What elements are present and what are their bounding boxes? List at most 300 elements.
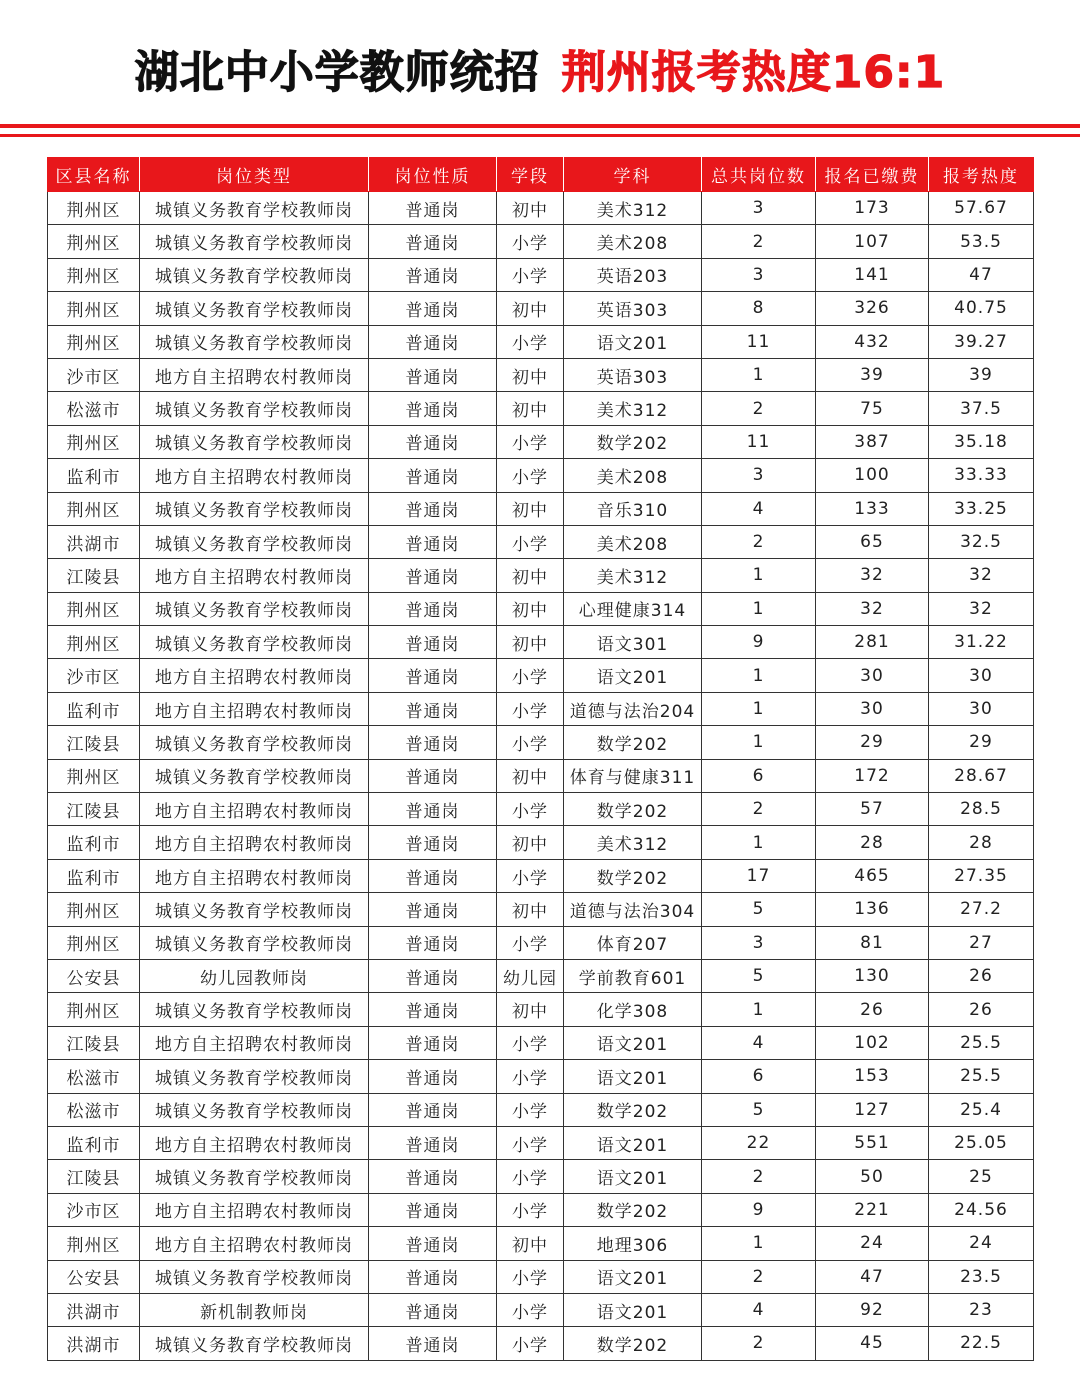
paid-applicants-cell: 28	[816, 826, 929, 859]
district-cell: 荆州区	[48, 192, 140, 225]
district-cell: 沙市区	[48, 659, 140, 692]
post-type-cell: 新机制教师岗	[140, 1293, 369, 1326]
total-posts-cell: 2	[702, 1160, 816, 1193]
heat-ratio-cell: 30	[929, 659, 1034, 692]
stage-cell: 小学	[497, 1260, 564, 1293]
paid-applicants-cell: 75	[816, 392, 929, 425]
table-row	[48, 559, 1034, 592]
subject-cell: 数学202	[564, 793, 702, 826]
table-row	[48, 1026, 1034, 1059]
district-cell: 荆州区	[48, 492, 140, 525]
stage-cell: 小学	[497, 1160, 564, 1193]
col-header-total-posts: 总共岗位数	[702, 158, 816, 192]
table-row	[48, 392, 1034, 425]
heat-ratio-cell: 35.18	[929, 425, 1034, 458]
post-nature-cell: 普通岗	[369, 959, 497, 992]
stage-cell: 初中	[497, 759, 564, 792]
heat-ratio-cell: 32	[929, 559, 1034, 592]
post-type-cell: 地方自主招聘农村教师岗	[140, 826, 369, 859]
total-posts-cell: 5	[702, 1093, 816, 1126]
paid-applicants-cell: 100	[816, 459, 929, 492]
paid-applicants-cell: 387	[816, 425, 929, 458]
paid-applicants-cell: 551	[816, 1126, 929, 1159]
paid-applicants-cell: 141	[816, 258, 929, 291]
post-type-cell: 地方自主招聘农村教师岗	[140, 692, 369, 725]
stage-cell: 小学	[497, 859, 564, 892]
table-row	[48, 759, 1034, 792]
post-nature-cell: 普通岗	[369, 692, 497, 725]
table-row	[48, 959, 1034, 992]
subject-cell: 音乐310	[564, 492, 702, 525]
heat-ratio-cell: 31.22	[929, 626, 1034, 659]
subject-cell: 美术208	[564, 225, 702, 258]
stage-cell: 小学	[497, 1060, 564, 1093]
post-nature-cell: 普通岗	[369, 793, 497, 826]
table-row	[48, 659, 1034, 692]
table-row	[48, 1193, 1034, 1226]
post-type-cell: 地方自主招聘农村教师岗	[140, 1126, 369, 1159]
district-cell: 江陵县	[48, 559, 140, 592]
post-type-cell: 地方自主招聘农村教师岗	[140, 1193, 369, 1226]
post-type-cell: 城镇义务教育学校教师岗	[140, 525, 369, 558]
paid-applicants-cell: 47	[816, 1260, 929, 1293]
stage-cell: 小学	[497, 525, 564, 558]
stage-cell: 小学	[497, 459, 564, 492]
district-cell: 江陵县	[48, 1026, 140, 1059]
post-type-cell: 城镇义务教育学校教师岗	[140, 392, 369, 425]
table-body	[48, 192, 1034, 1361]
district-cell: 监利市	[48, 826, 140, 859]
paid-applicants-cell: 281	[816, 626, 929, 659]
total-posts-cell: 8	[702, 292, 816, 325]
col-header-heat-ratio: 报考热度	[929, 158, 1034, 192]
post-type-cell: 地方自主招聘农村教师岗	[140, 659, 369, 692]
paid-applicants-cell: 136	[816, 893, 929, 926]
total-posts-cell: 1	[702, 592, 816, 625]
post-type-cell: 城镇义务教育学校教师岗	[140, 592, 369, 625]
table-row	[48, 626, 1034, 659]
post-nature-cell: 普通岗	[369, 258, 497, 291]
paid-applicants-cell: 326	[816, 292, 929, 325]
total-posts-cell: 5	[702, 959, 816, 992]
district-cell: 松滋市	[48, 392, 140, 425]
total-posts-cell: 1	[702, 726, 816, 759]
title-highlight: 荆州报考热度16:1	[561, 47, 946, 98]
heat-ratio-cell: 32.5	[929, 525, 1034, 558]
table-row	[48, 592, 1034, 625]
subject-cell: 地理306	[564, 1227, 702, 1260]
post-nature-cell: 普通岗	[369, 1126, 497, 1159]
table-row	[48, 1260, 1034, 1293]
post-nature-cell: 普通岗	[369, 592, 497, 625]
post-type-cell: 城镇义务教育学校教师岗	[140, 726, 369, 759]
header-divider-bottom	[0, 134, 1080, 137]
post-nature-cell: 普通岗	[369, 726, 497, 759]
stage-cell: 小学	[497, 793, 564, 826]
heat-ratio-cell: 28.5	[929, 793, 1034, 826]
heat-ratio-cell: 22.5	[929, 1327, 1034, 1360]
total-posts-cell: 4	[702, 1293, 816, 1326]
table-row	[48, 192, 1034, 225]
post-nature-cell: 普通岗	[369, 1160, 497, 1193]
page-title	[0, 36, 1080, 106]
subject-cell: 美术312	[564, 392, 702, 425]
post-nature-cell: 普通岗	[369, 392, 497, 425]
total-posts-cell: 2	[702, 525, 816, 558]
paid-applicants-cell: 130	[816, 959, 929, 992]
subject-cell: 语文201	[564, 1060, 702, 1093]
stage-cell: 初中	[497, 559, 564, 592]
heat-ratio-cell: 25.05	[929, 1126, 1034, 1159]
subject-cell: 美术208	[564, 459, 702, 492]
district-cell: 监利市	[48, 459, 140, 492]
paid-applicants-cell: 432	[816, 325, 929, 358]
stage-cell: 小学	[497, 258, 564, 291]
col-header-post-nature: 岗位性质	[369, 158, 497, 192]
heat-ratio-cell: 29	[929, 726, 1034, 759]
subject-cell: 数学202	[564, 1093, 702, 1126]
total-posts-cell: 6	[702, 1060, 816, 1093]
post-nature-cell: 普通岗	[369, 1026, 497, 1059]
district-cell: 洪湖市	[48, 525, 140, 558]
table-row	[48, 692, 1034, 725]
post-nature-cell: 普通岗	[369, 859, 497, 892]
subject-cell: 数学202	[564, 859, 702, 892]
district-cell: 沙市区	[48, 358, 140, 391]
total-posts-cell: 9	[702, 1193, 816, 1226]
total-posts-cell: 6	[702, 759, 816, 792]
table-row	[48, 425, 1034, 458]
post-type-cell: 地方自主招聘农村教师岗	[140, 459, 369, 492]
post-nature-cell: 普通岗	[369, 659, 497, 692]
heat-ratio-cell: 30	[929, 692, 1034, 725]
table-row	[48, 1160, 1034, 1193]
subject-cell: 语文301	[564, 626, 702, 659]
table-row	[48, 459, 1034, 492]
district-cell: 江陵县	[48, 1160, 140, 1193]
subject-cell: 道德与法治304	[564, 893, 702, 926]
heat-ratio-cell: 33.33	[929, 459, 1034, 492]
heat-ratio-cell: 27	[929, 926, 1034, 959]
paid-applicants-cell: 39	[816, 358, 929, 391]
stage-cell: 小学	[497, 692, 564, 725]
table-row	[48, 525, 1034, 558]
paid-applicants-cell: 57	[816, 793, 929, 826]
stage-cell: 初中	[497, 292, 564, 325]
post-nature-cell: 普通岗	[369, 559, 497, 592]
table-row	[48, 1126, 1034, 1159]
post-nature-cell: 普通岗	[369, 425, 497, 458]
table-row	[48, 1060, 1034, 1093]
heat-ratio-cell: 27.35	[929, 859, 1034, 892]
subject-cell: 道德与法治204	[564, 692, 702, 725]
subject-cell: 体育207	[564, 926, 702, 959]
post-type-cell: 城镇义务教育学校教师岗	[140, 1060, 369, 1093]
table-row	[48, 993, 1034, 1026]
total-posts-cell: 2	[702, 1327, 816, 1360]
heat-ratio-cell: 24	[929, 1227, 1034, 1260]
district-cell: 荆州区	[48, 592, 140, 625]
total-posts-cell: 11	[702, 325, 816, 358]
post-nature-cell: 普通岗	[369, 826, 497, 859]
post-nature-cell: 普通岗	[369, 1260, 497, 1293]
heat-ratio-cell: 33.25	[929, 492, 1034, 525]
district-cell: 荆州区	[48, 1227, 140, 1260]
heat-ratio-cell: 25.4	[929, 1093, 1034, 1126]
stage-cell: 小学	[497, 926, 564, 959]
subject-cell: 语文201	[564, 1260, 702, 1293]
subject-cell: 美术312	[564, 192, 702, 225]
post-type-cell: 城镇义务教育学校教师岗	[140, 1093, 369, 1126]
paid-applicants-cell: 50	[816, 1160, 929, 1193]
subject-cell: 美术312	[564, 826, 702, 859]
total-posts-cell: 2	[702, 225, 816, 258]
col-header-post-type: 岗位类型	[140, 158, 369, 192]
stage-cell: 小学	[497, 1327, 564, 1360]
table-header-row	[48, 158, 1034, 192]
subject-cell: 英语203	[564, 258, 702, 291]
post-type-cell: 城镇义务教育学校教师岗	[140, 1260, 369, 1293]
table-row	[48, 492, 1034, 525]
subject-cell: 数学202	[564, 1327, 702, 1360]
subject-cell: 数学202	[564, 425, 702, 458]
total-posts-cell: 3	[702, 926, 816, 959]
paid-applicants-cell: 221	[816, 1193, 929, 1226]
district-cell: 松滋市	[48, 1093, 140, 1126]
post-type-cell: 地方自主招聘农村教师岗	[140, 1227, 369, 1260]
col-header-paid-applicants: 报名已缴费	[816, 158, 929, 192]
stage-cell: 初中	[497, 592, 564, 625]
stage-cell: 小学	[497, 1126, 564, 1159]
district-cell: 沙市区	[48, 1193, 140, 1226]
stage-cell: 小学	[497, 1293, 564, 1326]
table-row	[48, 793, 1034, 826]
stage-cell: 初中	[497, 392, 564, 425]
table-row	[48, 225, 1034, 258]
district-cell: 松滋市	[48, 1060, 140, 1093]
col-header-stage: 学段	[497, 158, 564, 192]
table-row	[48, 826, 1034, 859]
stage-cell: 初中	[497, 1227, 564, 1260]
stage-cell: 幼儿园	[497, 959, 564, 992]
heat-ratio-cell: 26	[929, 959, 1034, 992]
heat-ratio-cell: 23	[929, 1293, 1034, 1326]
stage-cell: 小学	[497, 1093, 564, 1126]
total-posts-cell: 17	[702, 859, 816, 892]
district-cell: 荆州区	[48, 325, 140, 358]
total-posts-cell: 1	[702, 826, 816, 859]
district-cell: 荆州区	[48, 626, 140, 659]
post-type-cell: 城镇义务教育学校教师岗	[140, 258, 369, 291]
paid-applicants-cell: 81	[816, 926, 929, 959]
district-cell: 荆州区	[48, 292, 140, 325]
post-type-cell: 城镇义务教育学校教师岗	[140, 1327, 369, 1360]
post-nature-cell: 普通岗	[369, 358, 497, 391]
subject-cell: 语文201	[564, 1126, 702, 1159]
heat-ratio-cell: 28	[929, 826, 1034, 859]
post-type-cell: 地方自主招聘农村教师岗	[140, 793, 369, 826]
district-cell: 荆州区	[48, 926, 140, 959]
table-row	[48, 258, 1034, 291]
district-cell: 荆州区	[48, 993, 140, 1026]
post-nature-cell: 普通岗	[369, 1193, 497, 1226]
table-row	[48, 859, 1034, 892]
table-row	[48, 325, 1034, 358]
total-posts-cell: 9	[702, 626, 816, 659]
table-row	[48, 1227, 1034, 1260]
post-type-cell: 城镇义务教育学校教师岗	[140, 926, 369, 959]
total-posts-cell: 1	[702, 358, 816, 391]
total-posts-cell: 1	[702, 1227, 816, 1260]
total-posts-cell: 2	[702, 392, 816, 425]
heat-ratio-cell: 32	[929, 592, 1034, 625]
recruitment-table	[47, 157, 1034, 1361]
heat-ratio-cell: 25	[929, 1160, 1034, 1193]
subject-cell: 心理健康314	[564, 592, 702, 625]
post-type-cell: 城镇义务教育学校教师岗	[140, 325, 369, 358]
post-type-cell: 城镇义务教育学校教师岗	[140, 893, 369, 926]
district-cell: 江陵县	[48, 726, 140, 759]
header-divider-top	[0, 124, 1080, 128]
district-cell: 公安县	[48, 959, 140, 992]
stage-cell: 小学	[497, 659, 564, 692]
col-header-district: 区县名称	[48, 158, 140, 192]
post-type-cell: 城镇义务教育学校教师岗	[140, 759, 369, 792]
total-posts-cell: 5	[702, 893, 816, 926]
paid-applicants-cell: 107	[816, 225, 929, 258]
paid-applicants-cell: 32	[816, 559, 929, 592]
table-row	[48, 1093, 1034, 1126]
district-cell: 洪湖市	[48, 1327, 140, 1360]
stage-cell: 小学	[497, 1026, 564, 1059]
heat-ratio-cell: 27.2	[929, 893, 1034, 926]
stage-cell: 初中	[497, 192, 564, 225]
post-type-cell: 幼儿园教师岗	[140, 959, 369, 992]
total-posts-cell: 1	[702, 659, 816, 692]
post-type-cell: 城镇义务教育学校教师岗	[140, 492, 369, 525]
district-cell: 监利市	[48, 1126, 140, 1159]
post-type-cell: 地方自主招聘农村教师岗	[140, 358, 369, 391]
stage-cell: 小学	[497, 1193, 564, 1226]
district-cell: 荆州区	[48, 225, 140, 258]
paid-applicants-cell: 153	[816, 1060, 929, 1093]
post-type-cell: 城镇义务教育学校教师岗	[140, 425, 369, 458]
table-row	[48, 926, 1034, 959]
post-nature-cell: 普通岗	[369, 292, 497, 325]
table-row	[48, 1327, 1034, 1360]
district-cell: 公安县	[48, 1260, 140, 1293]
heat-ratio-cell: 39.27	[929, 325, 1034, 358]
paid-applicants-cell: 24	[816, 1227, 929, 1260]
subject-cell: 语文201	[564, 1160, 702, 1193]
paid-applicants-cell: 30	[816, 692, 929, 725]
total-posts-cell: 2	[702, 1260, 816, 1293]
post-nature-cell: 普通岗	[369, 1060, 497, 1093]
stage-cell: 小学	[497, 325, 564, 358]
subject-cell: 学前教育601	[564, 959, 702, 992]
post-type-cell: 城镇义务教育学校教师岗	[140, 626, 369, 659]
paid-applicants-cell: 133	[816, 492, 929, 525]
heat-ratio-cell: 57.67	[929, 192, 1034, 225]
total-posts-cell: 22	[702, 1126, 816, 1159]
paid-applicants-cell: 32	[816, 592, 929, 625]
stage-cell: 初中	[497, 626, 564, 659]
paid-applicants-cell: 173	[816, 192, 929, 225]
stage-cell: 初中	[497, 993, 564, 1026]
post-type-cell: 地方自主招聘农村教师岗	[140, 1026, 369, 1059]
stage-cell: 小学	[497, 726, 564, 759]
total-posts-cell: 3	[702, 459, 816, 492]
stage-cell: 初中	[497, 826, 564, 859]
stage-cell: 小学	[497, 425, 564, 458]
heat-ratio-cell: 47	[929, 258, 1034, 291]
heat-ratio-cell: 40.75	[929, 292, 1034, 325]
post-nature-cell: 普通岗	[369, 1227, 497, 1260]
post-nature-cell: 普通岗	[369, 1293, 497, 1326]
post-type-cell: 城镇义务教育学校教师岗	[140, 192, 369, 225]
paid-applicants-cell: 172	[816, 759, 929, 792]
subject-cell: 美术208	[564, 525, 702, 558]
post-type-cell: 城镇义务教育学校教师岗	[140, 1160, 369, 1193]
subject-cell: 语文201	[564, 1293, 702, 1326]
post-nature-cell: 普通岗	[369, 459, 497, 492]
total-posts-cell: 3	[702, 258, 816, 291]
paid-applicants-cell: 127	[816, 1093, 929, 1126]
paid-applicants-cell: 30	[816, 659, 929, 692]
subject-cell: 化学308	[564, 993, 702, 1026]
total-posts-cell: 1	[702, 559, 816, 592]
subject-cell: 语文201	[564, 325, 702, 358]
post-nature-cell: 普通岗	[369, 893, 497, 926]
table-row	[48, 1293, 1034, 1326]
total-posts-cell: 3	[702, 192, 816, 225]
table-row	[48, 726, 1034, 759]
post-nature-cell: 普通岗	[369, 626, 497, 659]
district-cell: 监利市	[48, 692, 140, 725]
heat-ratio-cell: 23.5	[929, 1260, 1034, 1293]
district-cell: 荆州区	[48, 425, 140, 458]
subject-cell: 数学202	[564, 726, 702, 759]
post-type-cell: 城镇义务教育学校教师岗	[140, 292, 369, 325]
district-cell: 江陵县	[48, 793, 140, 826]
paid-applicants-cell: 102	[816, 1026, 929, 1059]
total-posts-cell: 1	[702, 692, 816, 725]
subject-cell: 英语303	[564, 358, 702, 391]
stage-cell: 初中	[497, 358, 564, 391]
stage-cell: 小学	[497, 225, 564, 258]
subject-cell: 语文201	[564, 1026, 702, 1059]
heat-ratio-cell: 39	[929, 358, 1034, 391]
district-cell: 荆州区	[48, 759, 140, 792]
paid-applicants-cell: 45	[816, 1327, 929, 1360]
post-nature-cell: 普通岗	[369, 1327, 497, 1360]
total-posts-cell: 1	[702, 993, 816, 1026]
post-type-cell: 城镇义务教育学校教师岗	[140, 225, 369, 258]
post-nature-cell: 普通岗	[369, 993, 497, 1026]
total-posts-cell: 4	[702, 492, 816, 525]
paid-applicants-cell: 29	[816, 726, 929, 759]
total-posts-cell: 2	[702, 793, 816, 826]
post-nature-cell: 普通岗	[369, 225, 497, 258]
paid-applicants-cell: 26	[816, 993, 929, 1026]
stage-cell: 初中	[497, 492, 564, 525]
post-nature-cell: 普通岗	[369, 1093, 497, 1126]
subject-cell: 语文201	[564, 659, 702, 692]
subject-cell: 数学202	[564, 1193, 702, 1226]
subject-cell: 英语303	[564, 292, 702, 325]
district-cell: 监利市	[48, 859, 140, 892]
subject-cell: 体育与健康311	[564, 759, 702, 792]
